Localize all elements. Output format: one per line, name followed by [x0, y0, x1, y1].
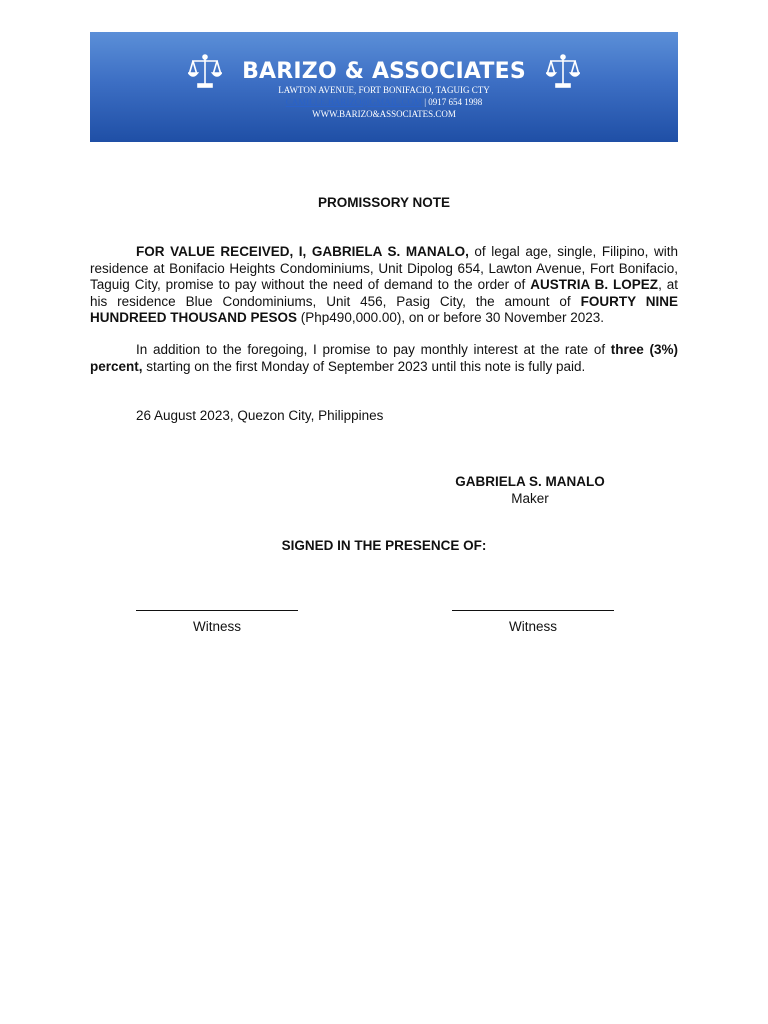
firm-address: LAWTON AVENUE, FORT BONIFACIO, TAGUIG CTY [278, 85, 490, 95]
maker-name: GABRIELA S. MANALO [455, 474, 605, 489]
document-title: PROMISSORY NOTE [317, 195, 451, 210]
witness-label: Witness [192, 619, 241, 634]
maker-role: Maker [511, 491, 549, 506]
amount-in-words: FOURTY NINE HUNDREED THOUSAND PESOS [90, 293, 678, 325]
paragraph1-text-c: (Php490,000.00), on or before 30 November 2023. [297, 310, 604, 325]
payee-name: AUSTRIA B. LOPEZ [530, 277, 659, 292]
interest-rate: three (3%) percent, [90, 342, 678, 374]
witness-signature-block [452, 610, 614, 634]
letterhead-banner [90, 32, 678, 142]
witness-label: Witness [508, 619, 557, 634]
firm-contact [90, 97, 678, 108]
witness-signature-block [136, 610, 298, 634]
maker-declaration: FOR VALUE RECEIVED, I, GABRIELA S. MANALO, [136, 244, 469, 259]
maker-signature-block [432, 473, 628, 507]
firm-phone: | 0917 654 1998 [424, 97, 483, 107]
paragraph-consideration [90, 244, 678, 327]
date-place: 26 August 2023, Quezon City, Philippines [136, 408, 384, 423]
signature-line [136, 610, 298, 611]
presence-heading: SIGNED IN THE PRESENCE OF: [281, 538, 487, 553]
paragraph2-text-a: In addition to the foregoing, I promise to pay monthly interest at the rate of [136, 342, 611, 357]
paragraph2-text-b: starting on the first Monday of September 2023 until this note is fully paid. [142, 358, 586, 374]
firm-website: WWW.BARIZO&ASSOCIATES.COM [312, 109, 456, 119]
signature-line [452, 610, 614, 611]
paragraph1-text-b: , at his residence Blue Condominiums, Unit 456, Pasig City, the amount of [90, 277, 678, 309]
paragraph-interest [90, 342, 678, 375]
firm-email-link[interactable]: CAMILLE.BARIZO@GMAIL.COM [285, 97, 422, 107]
firm-name: BARIZO & ASSOCIATES [242, 58, 526, 84]
scales-of-justice-icon [188, 53, 222, 89]
paragraph1-text-a: of legal age, single, Filipino, with residence at Bonifacio Heights Condominiums, Unit Dipolog 654, Lawton Avenue, Fort Bonifacio, Taguig City, promise to pay without the need of demand to the order of [90, 244, 678, 292]
scales-of-justice-icon [546, 53, 580, 89]
